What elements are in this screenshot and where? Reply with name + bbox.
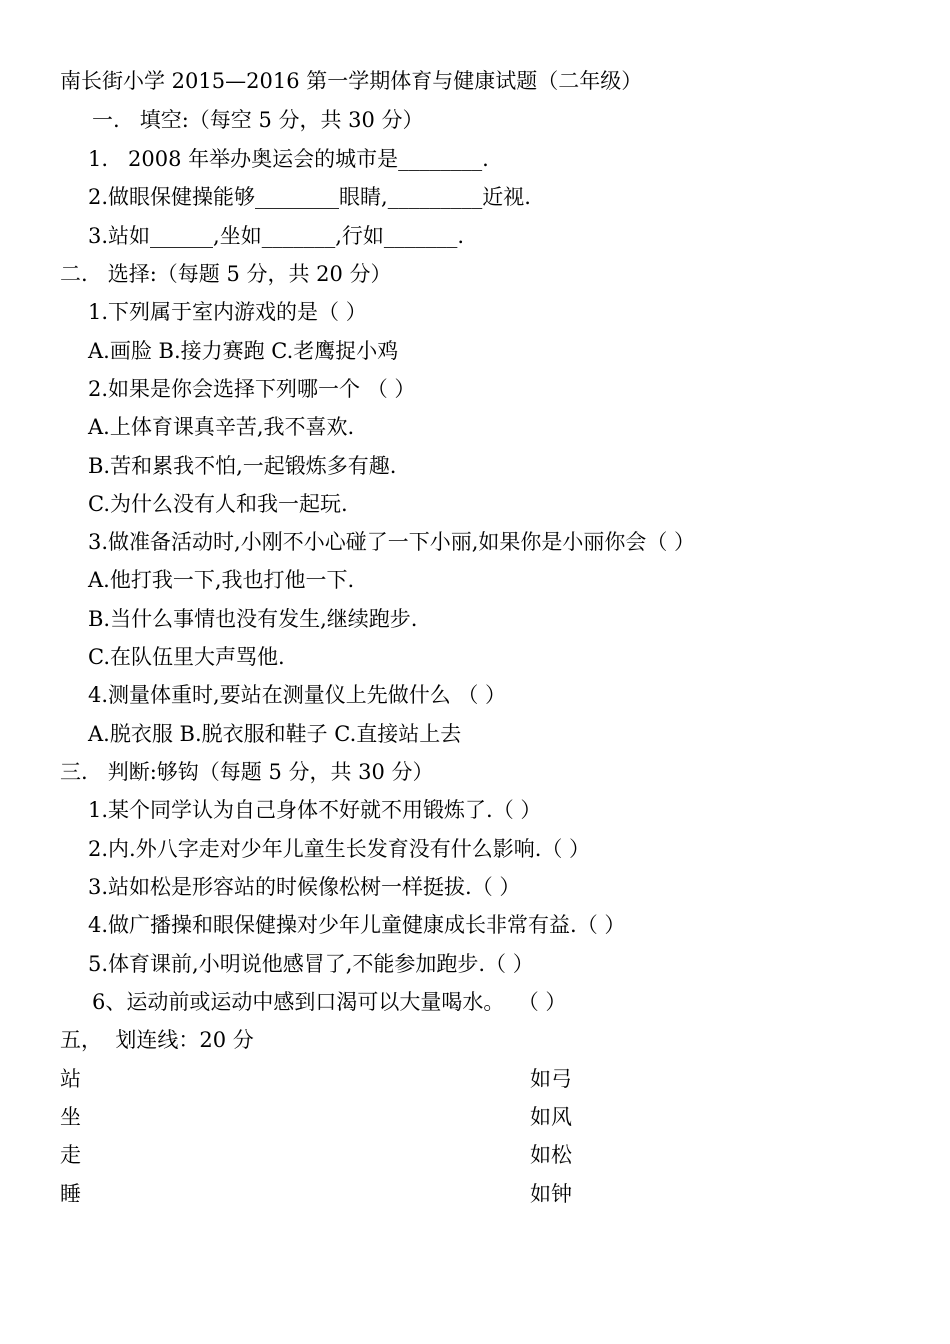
match-left-item: 站 bbox=[60, 1067, 81, 1091]
question-item: 4.做广播操和眼保健操对少年儿童健康成长非常有益.（ ） bbox=[88, 913, 626, 937]
option-line: A.画脸 B.接力赛跑 C.老鹰捉小鸡 bbox=[88, 339, 399, 363]
question-item: 3.做准备活动时,小刚不小心碰了一下小丽,如果你是小丽你会（ ） bbox=[88, 530, 696, 554]
question-item: 1. 2008 年举办奥运会的城市是________. bbox=[88, 147, 489, 171]
page-title: 南长街小学 2015—2016 第一学期体育与健康试题（二年级） bbox=[60, 69, 643, 93]
match-left-item: 走 bbox=[60, 1143, 81, 1167]
section-heading-judge: 三. 判断:够钩（每题 5 分，共 30 分） bbox=[60, 760, 434, 784]
question-item: 3.站如松是形容站的时候像松树一样挺拔.（ ） bbox=[88, 875, 521, 899]
match-left-item: 坐 bbox=[60, 1105, 81, 1129]
question-item: 2.做眼保健操能够________眼睛,_________近视. bbox=[88, 185, 531, 209]
question-item: 4.测量体重时,要站在测量仪上先做什么 （ ） bbox=[88, 683, 507, 707]
option-line: A.上体育课真辛苦,我不喜欢. bbox=[88, 415, 355, 439]
match-right-item: 如钟 bbox=[530, 1182, 572, 1206]
option-line: B.苦和累我不怕,一起锻炼多有趣. bbox=[88, 454, 397, 478]
option-line: C.为什么没有人和我一起玩. bbox=[88, 492, 348, 516]
section-heading-fill-blank: 一. 填空:（每空 5 分，共 30 分） bbox=[92, 108, 424, 132]
question-item: 3.站如______,坐如_______,行如_______. bbox=[88, 224, 465, 248]
match-right-item: 如风 bbox=[530, 1105, 572, 1129]
match-right-item: 如松 bbox=[530, 1143, 572, 1167]
option-line: A.他打我一下,我也打他一下. bbox=[88, 568, 355, 592]
section-heading-matching: 五， 划连线：20 分 bbox=[60, 1028, 254, 1052]
match-right-item: 如弓 bbox=[530, 1067, 572, 1091]
option-line: B.当什么事情也没有发生,继续跑步. bbox=[88, 607, 418, 631]
question-item: 1.下列属于室内游戏的是（ ） bbox=[88, 300, 367, 324]
question-item: 1.某个同学认为自己身体不好就不用锻炼了.（ ） bbox=[88, 798, 542, 822]
question-item: 5.体育课前,小明说他感冒了,不能参加跑步.（ ） bbox=[88, 952, 534, 976]
section-heading-choice: 二. 选择:（每题 5 分，共 20 分） bbox=[60, 262, 392, 286]
question-item: 2.如果是你会选择下列哪一个 （ ） bbox=[88, 377, 416, 401]
match-left-item: 睡 bbox=[60, 1182, 81, 1206]
option-line: A.脱衣服 B.脱衣服和鞋子 C.直接站上去 bbox=[88, 722, 462, 746]
question-item: 6、运动前或运动中感到口渴可以大量喝水。 （ ） bbox=[92, 990, 567, 1014]
option-line: C.在队伍里大声骂他. bbox=[88, 645, 285, 669]
question-item: 2.内.外八字走对少年儿童生长发育没有什么影响.（ ） bbox=[88, 837, 591, 861]
